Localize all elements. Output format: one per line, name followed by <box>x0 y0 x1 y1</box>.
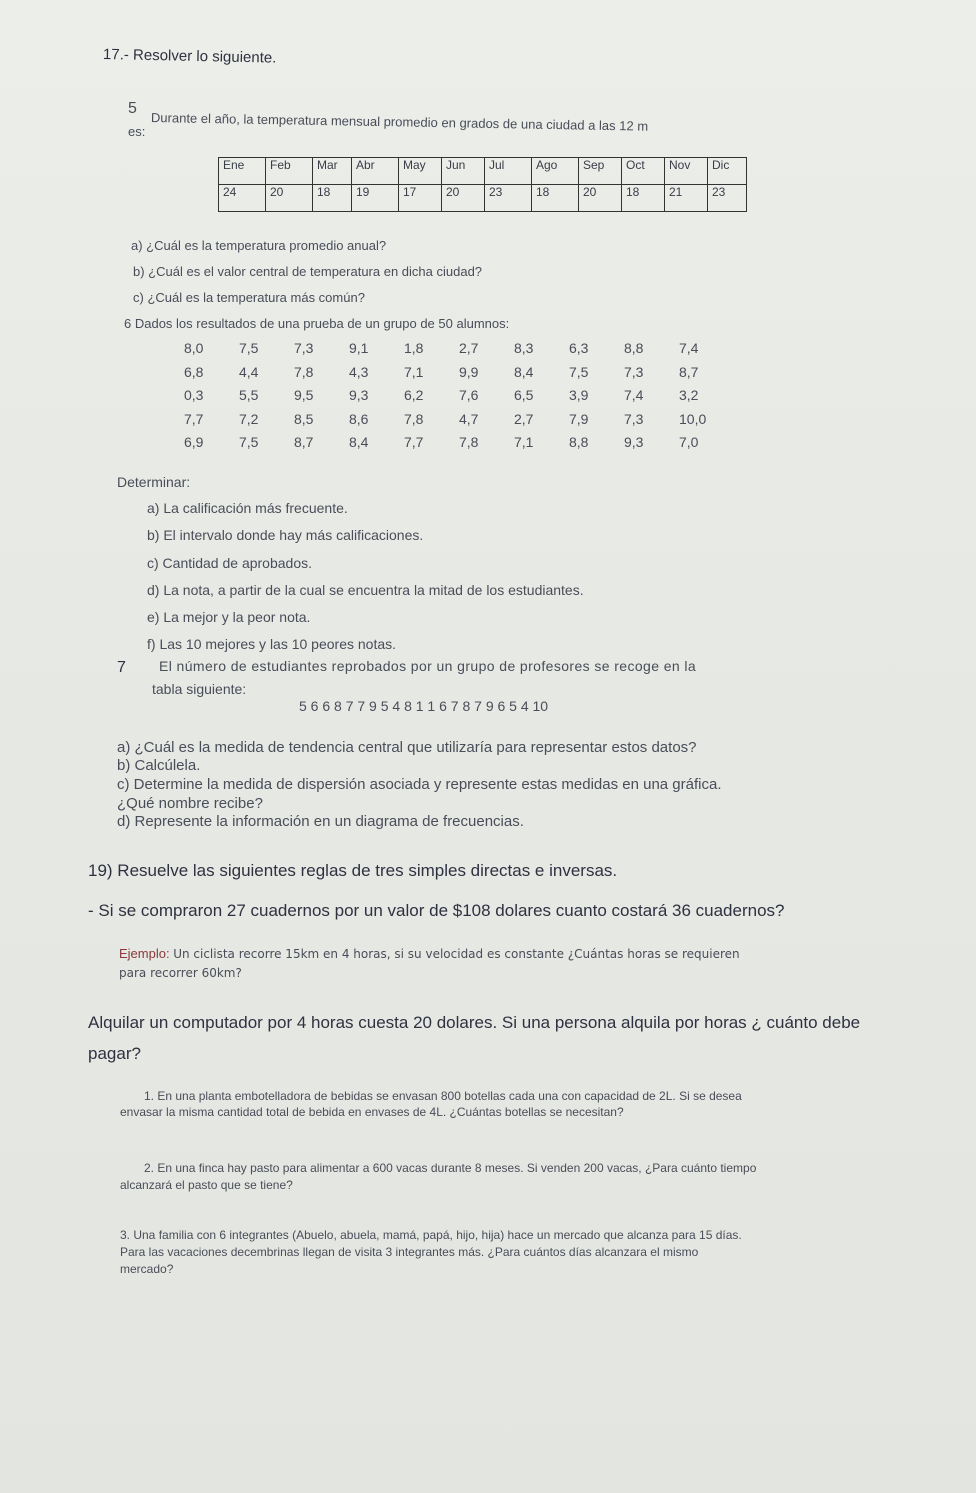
temp-cell: 18 <box>622 185 665 212</box>
example-text: Un ciclista recorre 15km en 4 horas, si su velocidad es constante ¿Cuántas horas se requieren <box>173 947 740 961</box>
score: 8,7 <box>679 363 699 380</box>
determinar-item-f: f) Las 10 mejores y las 10 peores notas. <box>147 636 397 652</box>
score: 7,6 <box>459 387 479 403</box>
scores-row <box>184 364 734 388</box>
score: 7,8 <box>459 434 479 450</box>
score: 7,7 <box>404 434 424 450</box>
score: 4,3 <box>349 363 369 380</box>
score: 8,0 <box>184 340 204 356</box>
example-line-2: para recorrer 60km? <box>119 966 242 980</box>
problem-7-text: El número de estudiantes reprobados por un grupo de profesores se recoge en la <box>159 658 697 674</box>
temp-cell: 23 <box>708 185 747 212</box>
determinar-item-c: c) Cantidad de aprobados. <box>147 555 312 571</box>
month-cell: Nov <box>665 158 708 185</box>
determinar-item-d: d) La nota, a partir de la cual se encuentra la mitad de los estudiantes. <box>147 582 584 598</box>
temperature-table <box>218 157 747 212</box>
temp-cell: 20 <box>266 185 313 212</box>
problem-7-number: 7 <box>117 659 126 676</box>
score: 9,3 <box>624 434 644 450</box>
score: 7,3 <box>624 363 644 380</box>
section-19-heading: 19) Resuelve las siguientes reglas de tres simples directas e inversas. <box>88 861 618 880</box>
problem-1-line-2: envasar la misma cantidad total de bebida en envases de 4L. ¿Cuántas botellas se necesitan? <box>120 1105 624 1119</box>
month-cell: May <box>399 158 442 185</box>
temp-cell: 20 <box>579 185 622 212</box>
score: 2,7 <box>459 340 479 356</box>
temp-cell: 24 <box>219 185 266 212</box>
score: 7,4 <box>624 387 644 403</box>
score: 5,5 <box>239 387 259 403</box>
score: 6,8 <box>184 363 204 380</box>
score: 7,5 <box>569 363 589 380</box>
score: 1,8 <box>404 340 424 356</box>
problem-3-line-2: Para las vacaciones decembrinas llegan de visita 3 integrantes más. ¿Para cuántos días alcanzara el mismo <box>120 1245 699 1259</box>
score: 7,7 <box>184 410 204 427</box>
problem-6-text: 6 Dados los resultados de una prueba de un grupo de 50 alumnos: <box>124 316 510 331</box>
month-cell: Oct <box>622 158 665 185</box>
temps-row <box>219 185 747 212</box>
score: 3,2 <box>679 387 699 403</box>
temp-cell: 18 <box>532 185 579 212</box>
score: 7,5 <box>239 340 259 356</box>
temp-cell: 23 <box>485 185 532 212</box>
section-19-question-2b: pagar? <box>88 1044 141 1063</box>
section-19-question-2: Alquilar un computador por 4 horas cuesta 20 dolares. Si una persona alquila por horas ¿ cuánto debe <box>88 1013 861 1032</box>
determinar-label: Determinar: <box>117 474 191 490</box>
score: 4,7 <box>459 410 479 427</box>
problem-1-line-1: 1. En una planta embotelladora de bebidas se envasan 800 botellas cada una con capacidad de 2L. Si se desea <box>144 1089 742 1103</box>
determinar-item-e: e) La mejor y la peor nota. <box>147 609 311 625</box>
score: 8,5 <box>294 410 314 427</box>
problem-7b: b) Calcúlela. <box>117 757 201 774</box>
score: 2,7 <box>514 410 534 427</box>
score: 4,4 <box>239 363 259 380</box>
score: 9,5 <box>294 387 314 403</box>
problem-7c: c) Determine la medida de dispersión asociada y represente estas medidas en una gráfica. <box>117 776 722 793</box>
score: 8,3 <box>514 340 534 356</box>
problem-2-line-2: alcanzará el pasto que se tiene? <box>120 1178 293 1192</box>
score: 6,2 <box>404 387 424 403</box>
problem-3-line-1: 3. Una familia con 6 integrantes (Abuelo, abuela, mamá, papá, hijo, hija) hace un mercado que alcanza para 15 días. <box>120 1228 742 1242</box>
scores-grid <box>184 340 734 458</box>
problem-7-text2: tabla siguiente: <box>152 681 247 697</box>
scores-row <box>184 340 734 364</box>
score: 9,9 <box>459 363 479 380</box>
problem-2-line-1: 2. En una finca hay pasto para alimentar a 600 vacas durante 8 meses. Si venden 200 vacas, ¿Para cuánto tiempo <box>144 1161 757 1175</box>
score: 7,4 <box>679 340 699 356</box>
month-cell: Sep <box>579 158 622 185</box>
score: 8,8 <box>569 434 589 450</box>
score: 7,8 <box>404 410 424 427</box>
scores-row <box>184 434 734 458</box>
determinar-item-b: b) El intervalo donde hay más calificaciones. <box>147 527 424 543</box>
temp-cell: 18 <box>313 185 352 212</box>
score: 3,9 <box>569 387 589 403</box>
score: 0,3 <box>184 387 204 403</box>
question-5a: a) ¿Cuál es la temperatura promedio anual? <box>131 238 387 253</box>
problem-5-text: Durante el año, la temperatura mensual promedio en grados de una ciudad a las 12 m <box>150 110 649 134</box>
score: 6,3 <box>569 340 589 356</box>
problem-7-data: 5 6 6 8 7 7 9 5 4 8 1 1 6 7 8 7 9 6 5 4 10 <box>299 698 549 714</box>
question-5c: c) ¿Cuál es la temperatura más común? <box>133 290 365 305</box>
score: 7,5 <box>239 434 259 450</box>
score: 7,9 <box>569 410 589 427</box>
month-cell: Jul <box>485 158 532 185</box>
score: 7,2 <box>239 410 259 427</box>
score: 7,3 <box>624 410 644 427</box>
score: 8,4 <box>349 434 369 450</box>
problem-7d: d) Represente la información en un diagrama de frecuencias. <box>117 813 524 830</box>
problem-5-number: 5 <box>128 100 137 117</box>
temp-cell: 17 <box>399 185 442 212</box>
section-17-heading: 17.- Resolver lo siguiente. <box>102 46 277 67</box>
problem-7a: a) ¿Cuál es la medida de tendencia central que utilizaría para representar estos datos? <box>117 739 697 756</box>
score: 10,0 <box>679 410 707 427</box>
problem-5-es: es: <box>128 124 146 139</box>
example-line-1 <box>119 946 740 961</box>
problem-3-line-3: mercado? <box>120 1262 174 1276</box>
score: 8,8 <box>624 340 644 356</box>
scores-row <box>184 387 734 411</box>
month-cell: Feb <box>266 158 313 185</box>
score: 8,7 <box>294 434 314 450</box>
score: 7,0 <box>679 434 699 450</box>
score: 6,5 <box>514 387 534 403</box>
temp-cell: 20 <box>442 185 485 212</box>
score: 9,1 <box>349 340 369 356</box>
score: 8,4 <box>514 363 534 380</box>
month-cell: Ene <box>219 158 266 185</box>
score: 7,1 <box>404 363 424 380</box>
temp-cell: 19 <box>352 185 399 212</box>
question-5b: b) ¿Cuál es el valor central de temperatura en dicha ciudad? <box>133 264 483 279</box>
month-cell: Jun <box>442 158 485 185</box>
month-cell: Dic <box>708 158 747 185</box>
problem-7c-2: ¿Qué nombre recibe? <box>117 795 263 812</box>
score: 8,6 <box>349 410 369 427</box>
score: 7,8 <box>294 363 314 380</box>
month-cell: Ago <box>532 158 579 185</box>
months-row <box>219 158 747 185</box>
temp-cell: 21 <box>665 185 708 212</box>
score: 7,3 <box>294 340 314 356</box>
scores-row <box>184 411 734 435</box>
score: 7,1 <box>514 434 534 450</box>
score: 9,3 <box>349 387 369 403</box>
determinar-item-a: a) La calificación más frecuente. <box>147 500 348 516</box>
score: 6,9 <box>184 434 204 450</box>
section-19-question-1: - Si se compraron 27 cuadernos por un valor de $108 dolares cuanto costará 36 cuadernos? <box>88 901 785 920</box>
example-label: Ejemplo: <box>119 946 170 961</box>
month-cell: Mar <box>313 158 352 185</box>
month-cell: Abr <box>352 158 399 185</box>
